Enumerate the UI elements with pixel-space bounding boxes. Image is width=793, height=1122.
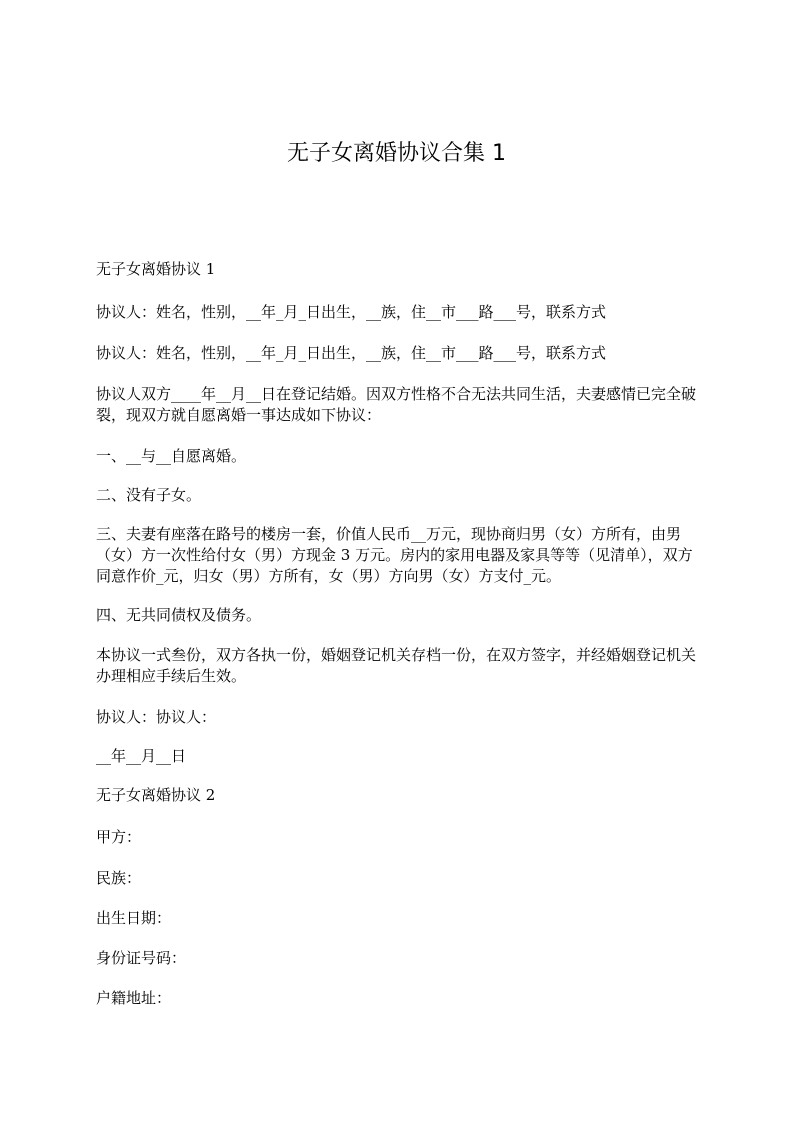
- validity-paragraph: 本协议一式叁份，双方各执一份，婚姻登记机关存档一份，在双方签字，并经婚姻登记机关办理相应手续后生效。: [96, 646, 697, 685]
- section-heading-agreement-1: 无子女离婚协议 1: [96, 260, 216, 278]
- party-line-2: 协议人：姓名，性别，__年_月_日出生，__族，住__市___路___号，联系方式: [96, 344, 607, 362]
- birth-date-field: 出生日期：: [96, 909, 172, 927]
- clause-1: 一、__与__自愿离婚。: [96, 447, 247, 465]
- document-title: 无子女离婚协议合集 1: [287, 141, 506, 166]
- id-number-field: 身份证号码：: [96, 949, 187, 967]
- party-line-1: 协议人：姓名，性别，__年_月_日出生，__族，住__市___路___号，联系方式: [96, 303, 607, 321]
- clause-2: 二、没有子女。: [96, 486, 202, 504]
- clause-3: 三、夫妻有座落在路号的楼房一套，价值人民币__万元，现协商归男（女）方所有，由男（女）方一次性给付女（男）方现金 3 万元。房内的家用电器及家具等等（见清单），双方同意作价_元，归女（男）方所有，女（男）方向男（女）方支付_元。: [96, 525, 693, 585]
- marriage-statement-paragraph: 协议人双方____年__月__日在登记结婚。因双方性格不合无法共同生活，夫妻感情已完全破裂，现双方就自愿离婚一事达成如下协议：: [96, 385, 697, 424]
- signature-line: 协议人：协议人：: [96, 708, 217, 726]
- date-line: __年__月__日: [96, 747, 187, 765]
- household-address-field: 户籍地址：: [96, 989, 172, 1007]
- ethnicity-field: 民族：: [96, 869, 142, 887]
- clause-4: 四、无共同债权及债务。: [96, 606, 262, 624]
- section-heading-agreement-2: 无子女离婚协议 2: [96, 786, 216, 804]
- party-a-field: 甲方：: [96, 828, 142, 846]
